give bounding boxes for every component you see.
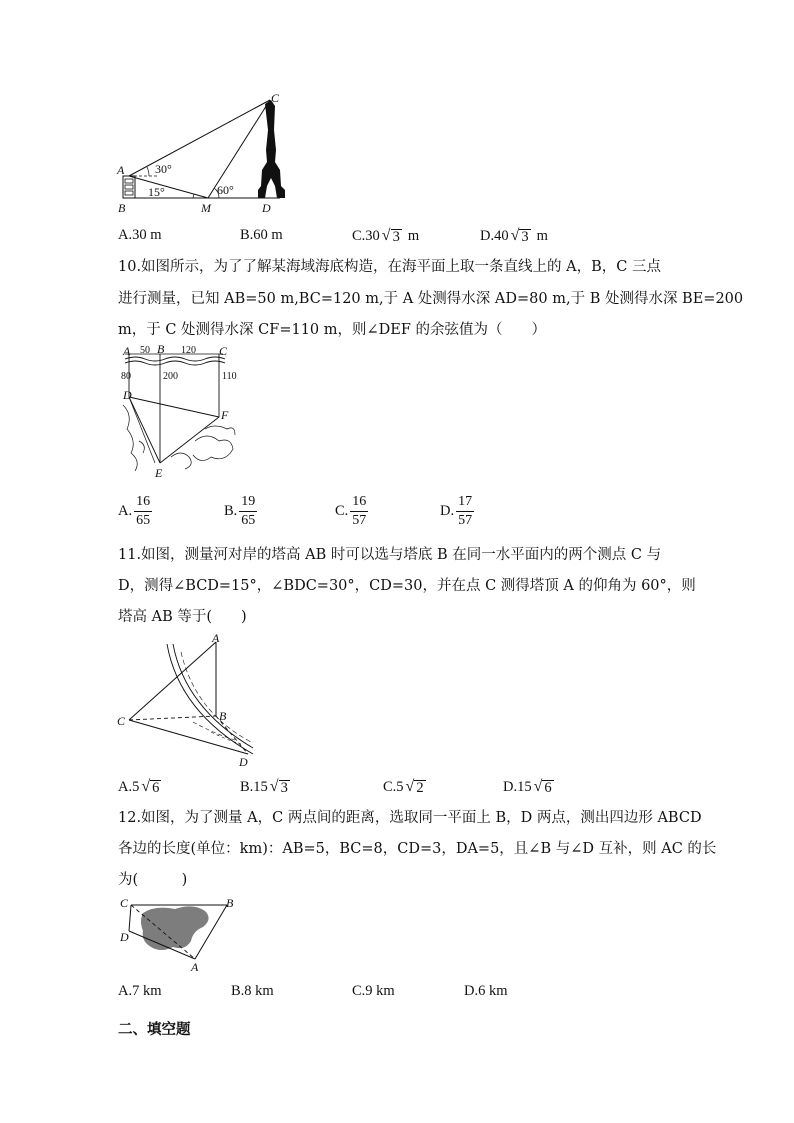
sqrt-symbol: √ [405, 778, 415, 795]
option-letter: B. [240, 227, 254, 243]
option-coef: 5 [396, 778, 404, 795]
option-value: 8 km [244, 983, 274, 999]
q10-label-c: C [219, 345, 228, 358]
sqrt-symbol: √ [381, 227, 391, 244]
denominator: 65 [136, 513, 151, 528]
q10-option-c[interactable] [335, 493, 368, 530]
fraction [239, 493, 257, 530]
q9-option-b[interactable] [240, 227, 283, 244]
q10-label-110: 110 [222, 371, 237, 382]
q10-label-f: F [221, 408, 229, 422]
option-letter: C. [352, 227, 366, 244]
q9-label-m: M [201, 201, 211, 215]
q10-label-80: 80 [121, 371, 131, 382]
q12-label-c: C [120, 896, 129, 910]
q12-label-b: B [226, 896, 234, 910]
q11-label-c: C [117, 714, 126, 728]
denominator: 57 [352, 513, 367, 528]
option-letter: A. [118, 227, 133, 243]
q12-label-d: D [120, 930, 129, 944]
q11-option-d[interactable] [503, 778, 554, 796]
option-coef: 15 [517, 778, 532, 795]
option-coef: 40 [494, 227, 509, 244]
q11-line-1: 11.如图，测量河对岸的塔高 AB 时可以选与塔底 B 在同一水平面内的两个测点 C 与 [118, 547, 662, 563]
q10-label-a: A [123, 345, 131, 358]
q11-option-b[interactable] [240, 778, 290, 796]
q9-option-c[interactable] [352, 227, 419, 245]
option-unit: m [536, 227, 548, 244]
q10-line-3: m，于 C 处测得水深 CF=110 m，则∠DEF 的余弦值为（ ） [118, 322, 547, 338]
option-value: 60 m [253, 227, 283, 243]
option-letter: C. [335, 503, 349, 519]
option-coef: 5 [132, 778, 140, 795]
q12-option-d[interactable] [464, 983, 508, 1000]
section-title: 二、填空题 [118, 1022, 191, 1038]
q10-label-b: B [157, 345, 165, 356]
option-value: 9 km [365, 983, 395, 999]
q9-angle-30: 30° [155, 162, 172, 176]
q9-label-d: D [262, 201, 271, 215]
q9-option-d[interactable] [480, 227, 548, 245]
option-letter: B. [224, 503, 238, 519]
option-letter: A. [118, 778, 133, 795]
q12-figure [115, 895, 240, 975]
q9-angle-15: 15° [148, 185, 165, 199]
q10-label-120: 120 [181, 345, 196, 356]
sqrt-symbol: √ [533, 778, 543, 795]
q11-line-2: D，测得∠BCD=15°，∠BDC=30°，CD=30，并在点 C 测得塔顶 A 的仰角为 60°，则 [118, 578, 696, 594]
q9-option-a[interactable] [118, 227, 162, 244]
option-radicand: 6 [152, 779, 160, 796]
fraction [456, 493, 474, 530]
option-value: 6 km [478, 983, 508, 999]
q12-line-3: 为( ) [118, 872, 188, 888]
q10-option-b[interactable] [224, 493, 257, 530]
q10-label-e: E [155, 466, 163, 480]
option-radicand: 6 [544, 779, 552, 796]
q11-option-c[interactable] [383, 778, 426, 796]
option-letter: A. [118, 983, 133, 999]
option-coef: 30 [365, 227, 380, 244]
q9-angle-60: 60° [217, 183, 234, 197]
q10-line-2: 进行测量，已知 AB=50 m,BC=120 m,于 A 处测得水深 AD=80 m,于 B 处测得水深 BE=200 [118, 291, 744, 307]
q10-label-200: 200 [163, 371, 178, 382]
option-radicand: 3 [280, 779, 288, 796]
q9-label-b: B [118, 201, 126, 215]
option-radicand: 3 [392, 228, 400, 245]
q10-line-1: 10.如图所示，为了了解某海域海底构造，在海平面上取一条直线上的 A，B，C 三点 [118, 259, 661, 275]
fraction [134, 493, 152, 530]
option-coef: 15 [253, 778, 268, 795]
q12-option-c[interactable] [352, 983, 395, 1000]
numerator: 16 [350, 493, 368, 512]
q11-label-d: D [239, 755, 248, 769]
q10-figure [115, 345, 245, 480]
option-letter: C. [352, 983, 366, 999]
sqrt-symbol: √ [141, 778, 151, 795]
q12-option-a[interactable] [118, 983, 162, 1000]
q10-option-a[interactable] [118, 493, 152, 530]
q12-label-a: A [191, 960, 199, 974]
q12-line-2: 各边的长度(单位：km)：AB=5，BC=8，CD=3，DA=5，且∠B 与∠D 互补，则 AC 的长 [118, 841, 717, 857]
option-value: 7 km [132, 983, 162, 999]
q10-label-50: 50 [140, 345, 150, 356]
option-value: 30 m [132, 227, 162, 243]
option-unit: m [407, 227, 420, 244]
option-letter: D. [503, 778, 518, 795]
numerator: 16 [134, 493, 152, 512]
q11-label-a: A [212, 632, 220, 645]
fraction [350, 493, 368, 530]
numerator: 19 [239, 493, 257, 512]
option-letter: D. [464, 983, 479, 999]
q11-option-a[interactable] [118, 778, 161, 796]
q9-label-c: C [271, 91, 280, 105]
q10-label-d: D [123, 388, 132, 402]
q12-option-b[interactable] [231, 983, 274, 1000]
q11-label-b: B [219, 709, 227, 723]
lake-shape [141, 906, 209, 950]
option-letter: C. [383, 778, 397, 795]
q9-label-a: A [117, 163, 125, 177]
denominator: 57 [458, 513, 473, 528]
sqrt-symbol: √ [510, 227, 520, 244]
option-radicand: 2 [416, 779, 424, 796]
q9-figure [115, 90, 295, 215]
option-letter: B. [231, 983, 245, 999]
q12-line-1: 12.如图，为了测量 A，C 两点间的距离，选取同一平面上 B，D 两点，测出四边形 ABCD [118, 810, 702, 826]
q10-option-d[interactable] [440, 493, 474, 530]
denominator: 65 [241, 513, 256, 528]
q11-figure [115, 632, 255, 770]
option-letter: D. [480, 227, 495, 244]
q11-line-3: 塔高 AB 等于( ) [118, 609, 247, 625]
option-letter: D. [440, 503, 455, 519]
option-letter: A. [118, 503, 133, 519]
option-letter: B. [240, 778, 254, 795]
option-radicand: 3 [521, 228, 529, 245]
sqrt-symbol: √ [269, 778, 279, 795]
numerator: 17 [456, 493, 474, 512]
